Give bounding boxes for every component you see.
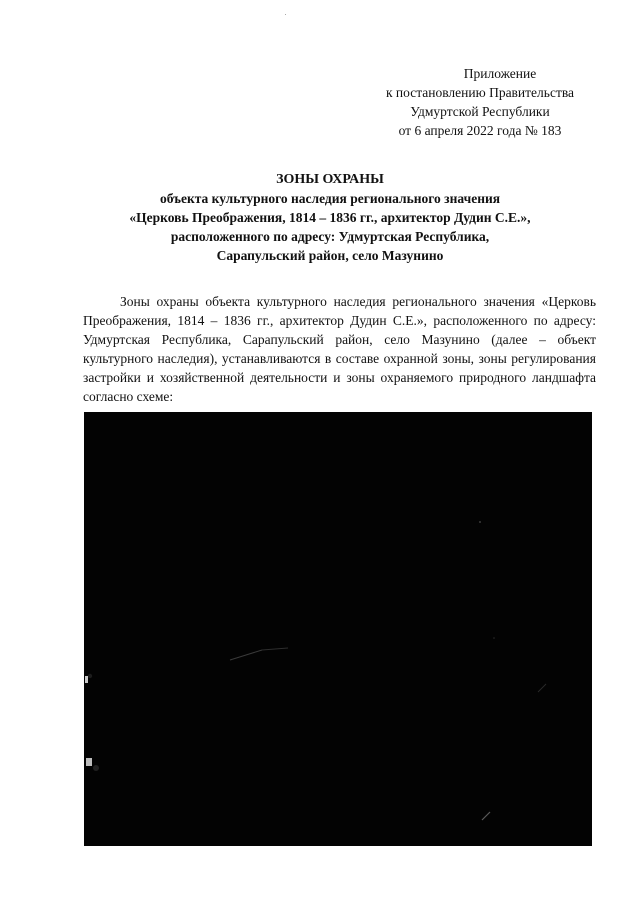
appendix-resolution-line: к постановлению Правительства bbox=[385, 85, 575, 100]
appendix-label: Приложение bbox=[463, 66, 537, 81]
scan-streak bbox=[538, 684, 546, 692]
margin-speck bbox=[285, 14, 286, 15]
scan-speck bbox=[88, 674, 92, 678]
scheme-scan-artifacts bbox=[84, 412, 592, 846]
zone-scheme-image bbox=[84, 412, 592, 846]
heading-line-district: Сарапульский район, село Мазунино bbox=[216, 248, 444, 263]
body-paragraph: Зоны охраны объекта культурного наследия регионального значения «Церковь Преображения, 1814 – 1836 гг., архитектор Дудин С.Е.», расположенного по адресу: Удмуртская Республика, Сарапульский район, село Мазунино (далее – объект культурного наследия), устанавливаются в составе охранной зоны, зоны регулирования застройки и хозяйственной деятельности и зоны охраняемого природного ландшафта согласно схеме: bbox=[83, 294, 596, 404]
scan-streak bbox=[230, 650, 262, 660]
heading-line-address: расположенного по адресу: Удмуртская Республика, bbox=[170, 229, 490, 244]
document-heading bbox=[60, 170, 600, 265]
document-title: ЗОНЫ ОХРАНЫ bbox=[276, 172, 384, 187]
heading-line-object: объекта культурного наследия регионального значения bbox=[159, 191, 501, 206]
margin-speck bbox=[86, 758, 92, 766]
margin-speck bbox=[85, 676, 88, 683]
appendix-republic-line: Удмуртской Республики bbox=[410, 104, 550, 119]
appendix-date-line: от 6 апреля 2022 года № 183 bbox=[398, 123, 562, 138]
scan-speck bbox=[479, 521, 481, 523]
heading-line-church: «Церковь Преображения, 1814 – 1836 гг., архитектор Дудин С.Е.», bbox=[129, 210, 531, 225]
appendix-block bbox=[360, 64, 600, 140]
scan-speck bbox=[493, 637, 495, 639]
scan-speck bbox=[93, 765, 99, 771]
scan-streak bbox=[262, 648, 288, 650]
scan-streak bbox=[482, 812, 490, 820]
